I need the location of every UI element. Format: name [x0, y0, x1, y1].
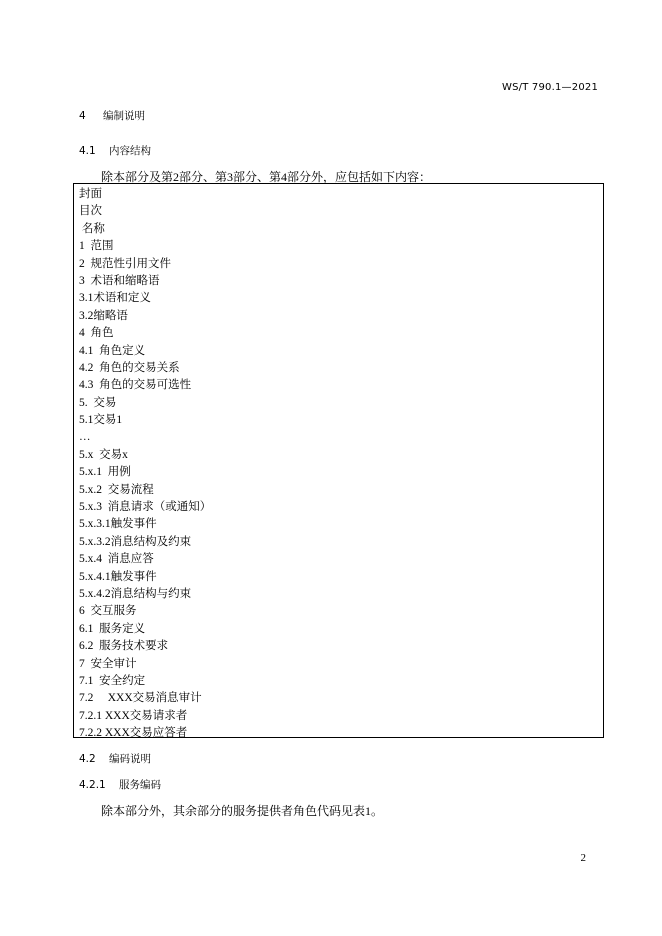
toc-item: 1 范围	[79, 240, 114, 253]
toc-item: 7.1 安全约定	[79, 674, 146, 687]
toc-item: 7.2 XXX交易消息审计	[79, 692, 202, 705]
toc-item: 5.x.3.2消息结构及约束	[79, 535, 192, 548]
toc-item: 目次	[79, 205, 102, 218]
toc-item: 5. 交易	[79, 396, 117, 409]
toc-item: 5.x 交易x	[79, 448, 128, 461]
toc-item: 4.1 角色定义	[79, 344, 146, 357]
section-title: 编制说明	[103, 110, 145, 122]
toc-item: 7.2.2 XXX交易应答者	[79, 727, 188, 740]
toc-item: 5.1交易1	[79, 414, 123, 427]
section-title: 服务编码	[119, 779, 161, 791]
toc-item: 6.2 服务技术要求	[79, 640, 169, 653]
intro-paragraph: 除本部分及第2部分、第3部分、第4部分外，应包括如下内容：	[101, 170, 432, 184]
content-structure-box	[73, 183, 604, 738]
section-number: 4	[79, 110, 86, 122]
section-heading-4-2	[79, 751, 151, 766]
toc-item: 5.x.1 用例	[79, 466, 131, 479]
toc-item: 5.x.4 消息应答	[79, 553, 154, 566]
toc-item: 2 规范性引用文件	[79, 257, 171, 270]
toc-item: 7 安全审计	[79, 657, 137, 670]
toc-item: 3.2缩略语	[79, 309, 128, 322]
document-code: WS/T 790.1—2021	[502, 82, 598, 93]
toc-item: 6.1 服务定义	[79, 622, 146, 635]
toc-item: 5.x.3 消息请求（或通知）	[79, 501, 212, 514]
toc-item: 封面	[79, 188, 102, 200]
toc-item: 4.3 角色的交易可选性	[79, 379, 192, 392]
toc-item: …	[79, 431, 91, 444]
section-heading-4	[79, 108, 145, 123]
section-title: 编码说明	[109, 753, 151, 765]
section-number: 4.2.1	[79, 779, 106, 791]
section-heading-4-2-1	[79, 777, 161, 792]
toc-item: 3 术语和缩略语	[79, 274, 160, 287]
toc-item: 5.x.4.2消息结构与约束	[79, 587, 192, 600]
section-number: 4.2	[79, 753, 96, 765]
toc-item: 3.1术语和定义	[79, 292, 151, 305]
toc-item: 5.x.2 交易流程	[79, 483, 154, 496]
page-number: 2	[580, 852, 586, 864]
toc-item: 7.2.1 XXX交易请求者	[79, 709, 188, 722]
toc-item: 6 交互服务	[79, 605, 137, 618]
toc-item: 5.x.3.1触发事件	[79, 518, 157, 531]
toc-item: 5.x.4.1触发事件	[79, 570, 157, 583]
section-heading-4-1	[79, 143, 151, 158]
toc-item: 4 角色	[79, 327, 114, 340]
section-number: 4.1	[79, 145, 96, 157]
toc-item: 名称	[79, 222, 105, 235]
closing-paragraph: 除本部分外，其余部分的服务提供者角色代码见表1。	[101, 804, 384, 818]
content-structure-list	[79, 186, 603, 743]
toc-item: 4.2 角色的交易关系	[79, 361, 180, 374]
section-title: 内容结构	[109, 145, 151, 157]
